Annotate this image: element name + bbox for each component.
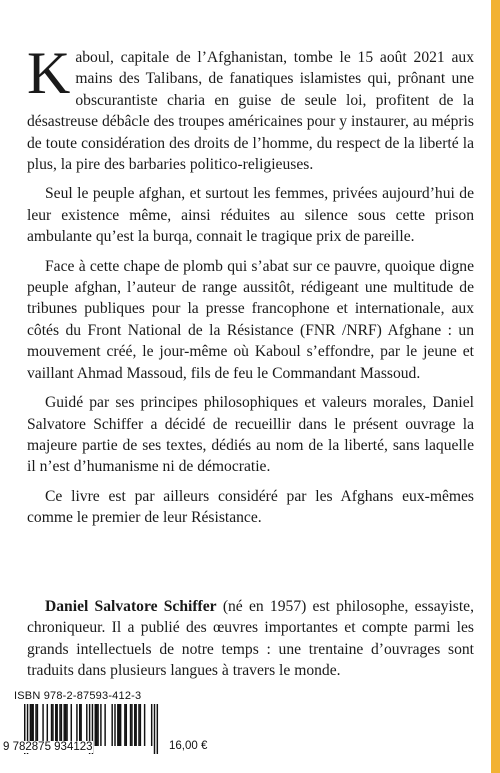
barcode-bar xyxy=(31,704,32,746)
barcode-bar xyxy=(119,704,120,746)
barcode-bar xyxy=(154,704,155,754)
intro-paragraph-1 xyxy=(27,40,474,175)
barcode-bar xyxy=(138,704,139,746)
barcode-bar xyxy=(59,704,60,746)
cover-edge-strip xyxy=(491,0,500,773)
barcode-bar xyxy=(47,704,48,746)
barcode-bar xyxy=(30,704,31,746)
drop-cap: K xyxy=(27,40,71,106)
barcode-bar xyxy=(144,704,145,746)
barcode-bar xyxy=(71,704,72,746)
back-cover-text xyxy=(27,40,474,537)
barcode-bar xyxy=(117,704,118,746)
barcode-bar xyxy=(37,704,38,746)
barcode-bar xyxy=(61,704,62,746)
barcode-bar xyxy=(56,704,57,746)
intro-paragraph-2: Seul le peuple afghan, et surtout les femmes, privées aujourd’hui de leur existence même, ainsi réduites au silence sous cette prison ambulante qu’est la burqa, connait le tragique prix de pareille. xyxy=(27,185,474,246)
barcode-bar xyxy=(111,704,112,746)
barcode-bar xyxy=(100,704,101,746)
barcode-bar xyxy=(51,704,52,746)
barcode-bar xyxy=(131,704,132,746)
barcode-bar xyxy=(135,704,136,746)
barcode-bar xyxy=(134,704,135,746)
barcode-bar xyxy=(151,704,152,746)
barcode-bar xyxy=(104,704,105,746)
barcode-bar xyxy=(140,704,141,746)
barcode-bar xyxy=(35,704,36,746)
barcode-bar xyxy=(52,704,53,746)
barcode-bar xyxy=(63,704,64,746)
barcode-bar xyxy=(114,704,115,746)
intro-paragraph-4: Guidé par ses principes philosophiques et valeurs morales, Daniel Salvatore Schiffer a décidé de recueillir dans le présent ouvrage la majeure partie de ses textes, dédiés au nom de la liberté, sans laquelle il n’est d’humanisme ni de démocratie. xyxy=(27,394,474,476)
barcode-bar xyxy=(96,704,97,746)
barcode-bar xyxy=(66,704,67,746)
barcode-bar xyxy=(130,704,131,746)
barcode-bar xyxy=(157,704,158,754)
barcode-bar xyxy=(55,704,56,746)
intro-paragraph-1-text: aboul, capitale de l’Afghanistan, tombe le 15 août 2021 aux mains des Talibans, de fanatiques islamistes qui, prônant une obscurantiste charia en guise de seule loi, profitent de la désastreuse débâcle des troupes américaines pour y instaurer, au mépris de toute considération des droits de l’homme, du respect de la liberté la plus, la pire des barbaries politico-religieuses. xyxy=(27,49,474,174)
intro-paragraph-5: Ce livre est par ailleurs considéré par les Afghans eux-mêmes comme le premier de leur Résistance. xyxy=(27,487,474,527)
price: 16,00 € xyxy=(169,740,208,752)
author-name: Daniel Salvatore Schiffer xyxy=(45,598,217,615)
barcode-bar xyxy=(126,704,127,746)
barcode-bar xyxy=(32,704,33,746)
barcode-bar xyxy=(97,704,98,746)
isbn-label: ISBN 978-2-87593-412-3 xyxy=(14,690,142,702)
barcode-bar xyxy=(86,704,87,746)
intro-paragraph-3: Face à cette chape de plomb qui s’abat sur ce pauvre, quoique digne peuple afghan, l’auteur de range aussitôt, rédigeant une multitude de tribunes publiques pour la presse francophone et internationale, aux côtés du Front National de la Résistance (FNR /NRF) Afghane : un mouvement créé, le jour-même où Kaboul s’effondre, par le jeune et vaillant Ahmad Massoud, fils de feu le Commandant Massoud. xyxy=(27,257,474,382)
barcode-bar xyxy=(124,704,125,746)
author-bio xyxy=(27,596,474,682)
barcode-bar xyxy=(42,704,43,746)
author-bio-text: (né en 1957) est philosophe, essayiste, chroniqueur. Il a publié des œuvres importantes et compte parmi les grands intellectuels de notre temps : une trentaine d’ouvrages sont traduits dans plusieurs langues à travers le monde. xyxy=(27,598,475,680)
barcode-bar xyxy=(65,704,66,746)
barcode-bar xyxy=(80,704,81,746)
barcode-bar xyxy=(95,704,96,746)
barcode-bar xyxy=(120,704,121,746)
barcode-digits: 9 782875 934123 xyxy=(3,741,93,753)
barcode-bar xyxy=(79,704,80,746)
barcode-bar xyxy=(76,704,77,746)
